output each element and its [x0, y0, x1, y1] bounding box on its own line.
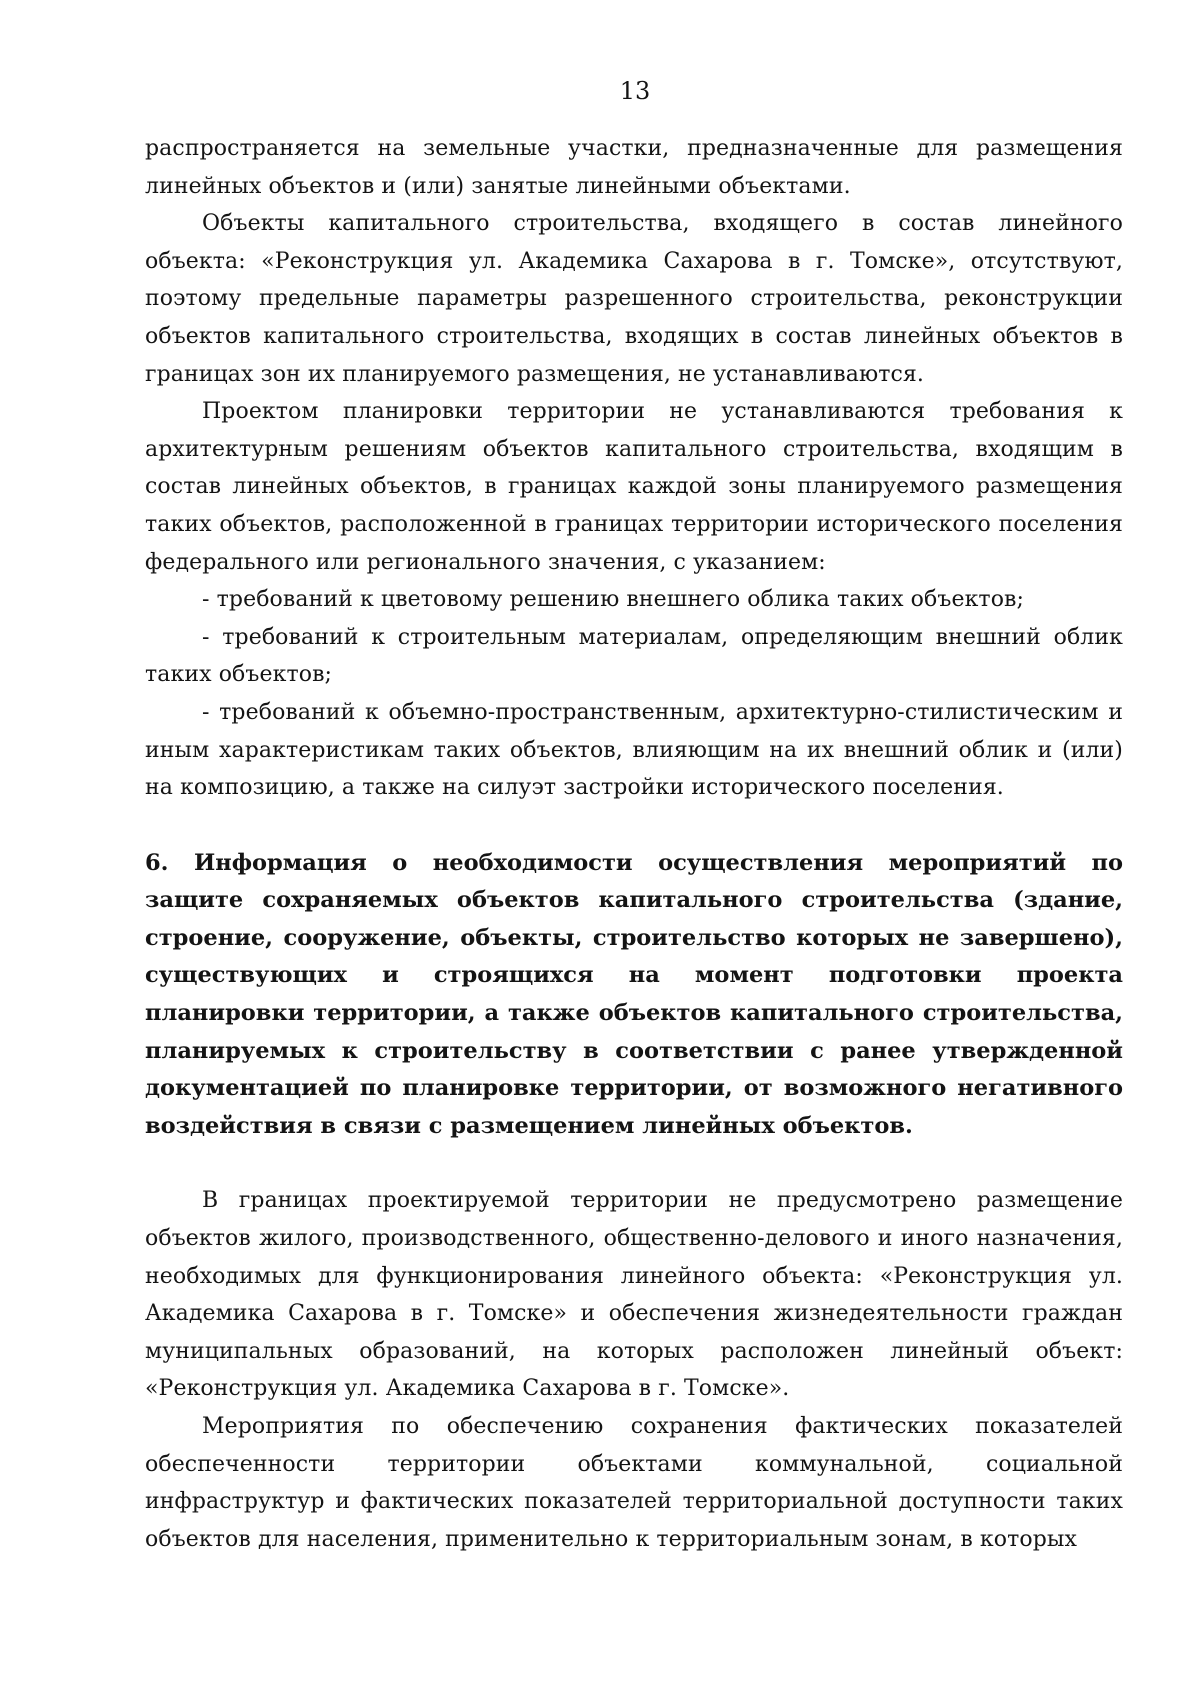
- paragraph-continued: распространяется на земельные участки, предназначенные для размещения линейных объектов и (или) занятые линейными объектами.: [145, 136, 1123, 199]
- paragraph-capital-objects: Объекты капитального строительства, входящего в состав линейного объекта: «Реконструкция ул. Академика Сахарова в г. Томске», отсутствуют, поэтому предельные параметры разрешенного строительства, реконструкции объектов капитального строительства, входящих в состав линейных объектов в границах зон их планируемого размещения, не устанавливаются.: [145, 211, 1123, 387]
- page-content: [145, 130, 1123, 1558]
- paragraph-boundaries: В границах проектируемой территории не предусмотрено размещение объектов жилого, производственного, общественно-делового и иного назначения, необходимых для функционирования линейного объекта: «Реконструкция ул. Академика Сахарова в г. Томске» и обеспечения жизнедеятельности граждан муниципальных образований, на которых расположен линейный объект: «Реконструкция ул. Академика Сахарова в г. Томске».: [145, 1188, 1123, 1402]
- section-heading: 6. Информация о необходимости осуществления мероприятий по защите сохраняемых объектов капитального строительства (здание, строение, сооружение, объекты, строительство которых не завершено), существующих и строящихся на момент подготовки проекта планировки территории, а также объектов капитального строительства, планируемых к строительству в соответствии с ранее утвержденной документацией по планировке территории, от возможного негативного воздействия в связи с размещением линейных объектов.: [145, 849, 1123, 1139]
- paragraph-measures: Мероприятия по обеспечению сохранения фактических показателей обеспеченности территории объектами коммунальной, социальной инфраструктур и фактических показателей территориальной доступности таких объектов для населения, применительно к территориальным зонам, в которых: [145, 1414, 1123, 1552]
- list-item-materials: - требований к строительным материалам, определяющим внешний облик таких объектов;: [145, 624, 1123, 688]
- list-item-color: - требований к цветовому решению внешнего облика таких объектов;: [202, 587, 1025, 613]
- paragraph-requirements: Проектом планировки территории не устанавливаются требования к архитектурным решениям объектов капитального строительства, входящим в состав линейных объектов, в границах каждой зоны планируемого размещения таких объектов, расположенной в границах территории исторического поселения федерального или регионального значения, с указанием:: [145, 399, 1123, 575]
- list-item-volume-spatial: - требований к объемно-пространственным, архитектурно-стилистическим и иным характеристикам таких объектов, влияющим на их внешний облик и (или) на композицию, а также на силуэт застройки исторического поселения.: [145, 699, 1123, 801]
- page-number: 13: [619, 77, 651, 105]
